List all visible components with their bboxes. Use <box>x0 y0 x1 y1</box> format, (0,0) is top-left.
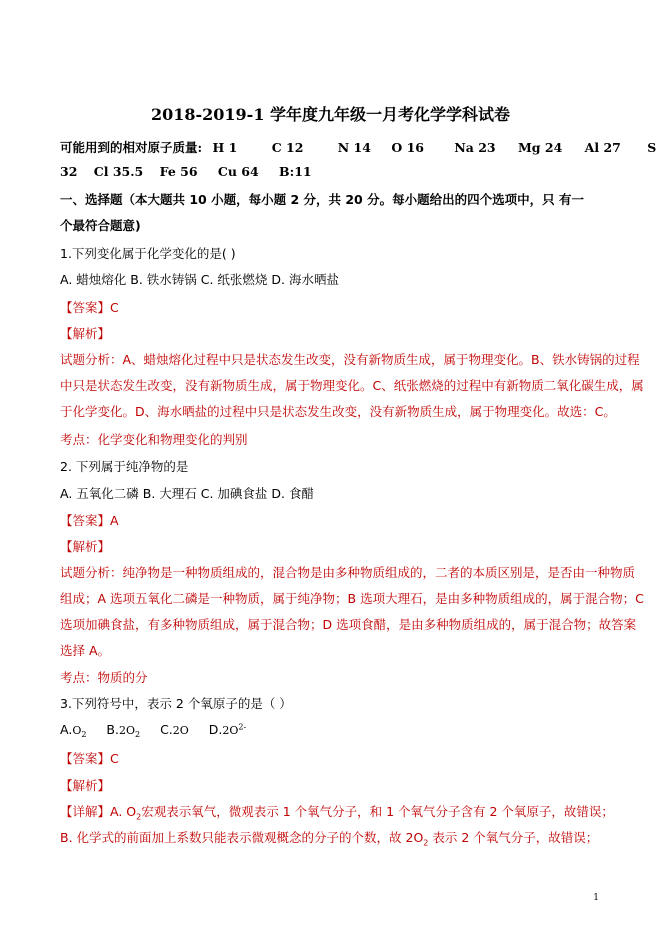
option-b-label: B. <box>106 722 119 737</box>
atomic-mass-item: Mg 24 <box>517 140 563 155</box>
page-number: 1 <box>593 893 599 903</box>
option-a-formula: $O_2$ <box>72 724 87 740</box>
option-d-label: D. <box>208 722 223 737</box>
atomic-mass-item: Na 23 <box>454 140 496 155</box>
atomic-mass-label: 可能用到的相对原子质量: <box>60 140 203 155</box>
detail-label: 【详解】 <box>60 804 111 819</box>
option-c-label: C. <box>160 722 173 737</box>
option-c-formula: 2O <box>172 724 189 737</box>
question-1-answer: 【答案】C <box>60 300 119 315</box>
atomic-mass-item: Fe 56 <box>159 164 198 179</box>
question-1-options: A. 蜡烛熔化 B. 铁水铸锅 C. 纸张燃烧 D. 海水晒盐 <box>60 272 339 287</box>
question-3-answer: 【答案】C <box>60 751 119 766</box>
question-2-analysis-line: 组成；A 选项五氧化二磷是一种物质，属于纯净物；B 选项大理石，是由多种物质组成的，属于混合物；C <box>60 591 644 606</box>
question-3-analysis-label: 【解析】 <box>60 778 111 793</box>
question-1-point: 考点：化学变化和物理变化的判别 <box>60 432 248 447</box>
atomic-mass-item: O 16 <box>391 140 424 155</box>
section-heading-line-2: 个最符合题意) <box>60 218 141 233</box>
question-3-detail-a: 【详解】A. $O_2$宏观表示氧气，微观表示 1 个氧气分子，和 1 个氧气分子含有 2 个氧原子，故错误； <box>60 804 614 822</box>
atomic-mass-item: Al 27 <box>584 140 621 155</box>
atomic-mass-line-1 <box>60 138 657 156</box>
atomic-mass-item: Cu 64 <box>217 164 259 179</box>
question-2-point: 考点：物质的分 <box>60 670 148 685</box>
option-d-formula: $2O^{2-}$ <box>222 722 247 737</box>
question-2-answer: 【答案】A <box>60 513 119 528</box>
question-1-analysis-line: 于化学变化。D、海水晒盐的过程中只是状态发生改变，没有新物质生成，属于物理变化。故选：C。 <box>60 404 616 419</box>
option-b-formula: $2O_2$ <box>118 724 141 740</box>
question-2-analysis-line: 选项加碘食盐，有多种物质组成，属于混合物；D 选项食醋，是由多种物质组成的，属于混合物；故答案 <box>60 617 637 632</box>
question-2-stem: 2. 下列属于纯净物的是 <box>60 459 189 474</box>
question-3-options <box>60 722 605 739</box>
option-a-label: A. <box>60 722 73 737</box>
atomic-mass-item: B:11 <box>279 164 312 179</box>
atomic-mass-item: C 12 <box>271 140 304 155</box>
question-3-detail-b: B. 化学式的前面加上系数只能表示微观概念的分子的个数，故 $2O_2$ 表示 2 个氧气分子，故错误； <box>60 830 599 848</box>
question-1-analysis-line: 试题分析：A、蜡烛熔化过程中只是状态发生改变，没有新物质生成，属于物理变化。B、铁水铸锅的过程 <box>60 352 640 367</box>
page-title: 2018-2019-1 学年度九年级一月考化学学科试卷 <box>150 105 511 124</box>
question-2-options: A. 五氧化二磷 B. 大理石 C. 加碘食盐 D. 食醋 <box>60 486 314 501</box>
question-1-stem: 1.下列变化属于化学变化的是( ) <box>60 246 236 261</box>
atomic-mass-item: 32 <box>60 164 78 179</box>
question-1-analysis-label: 【解析】 <box>60 326 111 341</box>
question-2-analysis-label: 【解析】 <box>60 539 111 554</box>
atomic-mass-item: Cl 35.5 <box>93 164 144 179</box>
question-2-analysis-line: 试题分析：纯净物是一种物质组成的，混合物是由多种物质组成的，二者的本质区别是，是否由一种物质 <box>60 565 636 580</box>
question-3-stem: 3.下列符号中，表示 2 个氧原子的是（ ） <box>60 696 292 711</box>
atomic-mass-item: N 14 <box>337 140 371 155</box>
atomic-mass-item: S <box>647 140 657 155</box>
atomic-mass-item: H 1 <box>212 140 238 155</box>
atomic-mass-line-2 <box>60 164 605 179</box>
question-1-analysis-line: 中只是状态发生改变，没有新物质生成，属于物理变化。C、纸张燃烧的过程中有新物质二氧化碳生成，属 <box>60 378 644 393</box>
question-2-analysis-line: 选择 A。 <box>60 643 111 658</box>
section-heading-line-1: 一、选择题（本大题共 10 小题，每小题 2 分，共 20 分。每小题给出的四个选项中，只 有一 <box>60 192 584 207</box>
